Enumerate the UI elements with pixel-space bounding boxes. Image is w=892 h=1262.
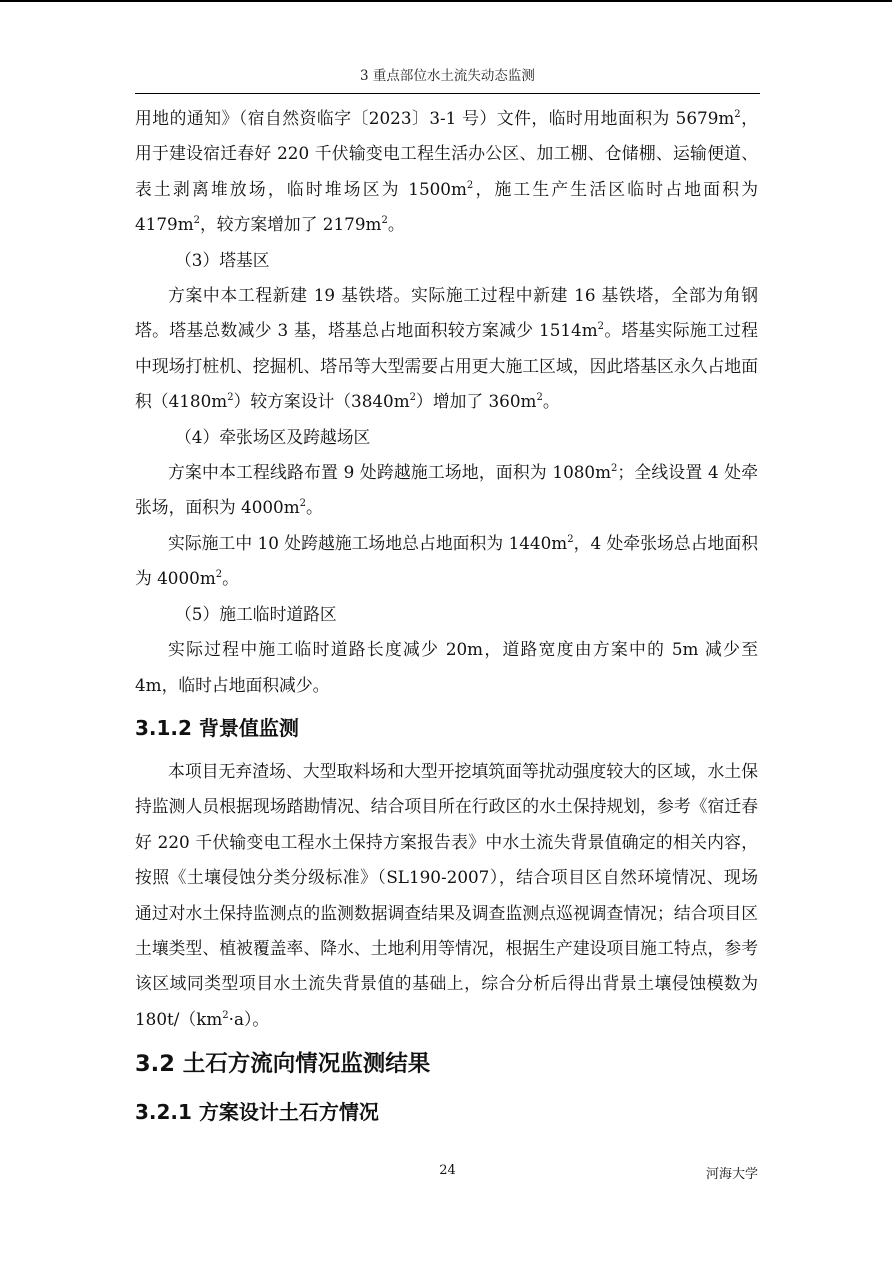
superscript-squared: 2 xyxy=(536,392,543,404)
paragraph-temporary-land: 用地的通知》（宿自然资临字〔2023〕3-1 号）文件，临时用地面积为 $5679m^2$，用于建设宿迁春好 220 千伏输变电工程生活办公区、加工棚、仓储棚、运输便道、表土剥离堆放场，临时堆场区为 $1500m^2$，施工生产生活区临时占地面积为 $4179m^2$，较方案增加了 $2179m^2$。 xyxy=(135,108,758,235)
subheading-tension-field: （4）牵张场区及跨越场区 xyxy=(175,426,371,447)
superscript-squared: 2 xyxy=(215,569,223,581)
superscript-squared: 2 xyxy=(381,215,388,227)
superscript-squared: 2 xyxy=(611,463,618,475)
superscript-squared: 2 xyxy=(466,179,474,191)
top-border xyxy=(0,0,892,2)
superscript-squared: 2 xyxy=(734,109,741,120)
paragraph-tower-base: 方案中本工程新建 19 基铁塔。实际施工过程中新建 16 基铁塔，全部为角钢塔。塔基总数减少 3 基，塔基总占地面积较方案减少 $1514m^2$。塔基实际施工过程中现场打桩机、挖掘机、塔吊等大型需要占用更大施工区域，因此塔基区永久占地面积$(4180m^2)$较方案设计$(3840m^2)$增加了 $360m^2$。 xyxy=(135,285,758,412)
paragraph-tension-actual: 实际施工中 10 处跨越施工场地总占地面积为 $1440m^2$，4 处牵张场总占地面积为 $4000m^2$。 xyxy=(135,532,759,589)
page-body xyxy=(135,101,758,1124)
heading-3-1-2: 3.1.2 背景值监测 xyxy=(135,715,299,740)
heading-3-2: 3.2 土石方流向情况监测结果 xyxy=(135,1051,431,1078)
page-number: 24 xyxy=(439,1163,456,1178)
superscript-squared: 2 xyxy=(597,321,605,333)
superscript-squared: 2 xyxy=(567,533,574,545)
superscript-squared: 2 xyxy=(222,1009,229,1021)
subheading-tower-base: （3）塔基区 xyxy=(175,249,270,270)
footer-university: 河海大学 xyxy=(705,1167,758,1182)
superscript-squared: 2 xyxy=(193,215,200,227)
paragraph-temporary-road: 实际过程中施工临时道路长度减少 20m，道路宽度由方案中的 5m 减少至 4m，临时占地面积减少。 xyxy=(135,639,758,695)
superscript-squared: 2 xyxy=(227,392,234,404)
subheading-temporary-road: （5）施工临时道路区 xyxy=(175,603,337,624)
superscript-squared: 2 xyxy=(409,392,417,404)
heading-3-2-1: 3.2.1 方案设计土石方情况 xyxy=(135,1100,379,1125)
paragraph-tension-plan: 方案中本工程线路布置 9 处跨越施工场地，面积为 $1080m^2$；全线设置 4 处牵张场，面积为 $4000m^2$。 xyxy=(135,462,758,518)
superscript-squared: 2 xyxy=(299,498,307,510)
header-rule xyxy=(135,93,760,94)
running-header: 3 重点部位水土流失动态监测 xyxy=(360,68,535,84)
paragraph-background-value: 本项目无弃渣场、大型取料场和大型开挖填筑面等扰动强度较大的区域，水土保持监测人员根据现场踏勘情况、结合项目所在行政区的水土保持规划，参考《宿迁春好 220 千伏输变电工程水土保持方案报告表》中水土流失背景值确定的相关内容，按照《土壤侵蚀分类分级标准》（SL190-2007），结合项目区自然环境情况、现场通过对水土保持监测点的监测数据调查结果及调查监测点巡视调查情况；结合项目区土壤类型、植被覆盖率、降水、土地利用等情况，根据生产建设项目施工特点，参考该区域同类型项目水土流失背景值的基础上，综合分析后得出背景土壤侵蚀模数为 $180t/(km^2\cdot a)$。 xyxy=(135,760,758,1029)
